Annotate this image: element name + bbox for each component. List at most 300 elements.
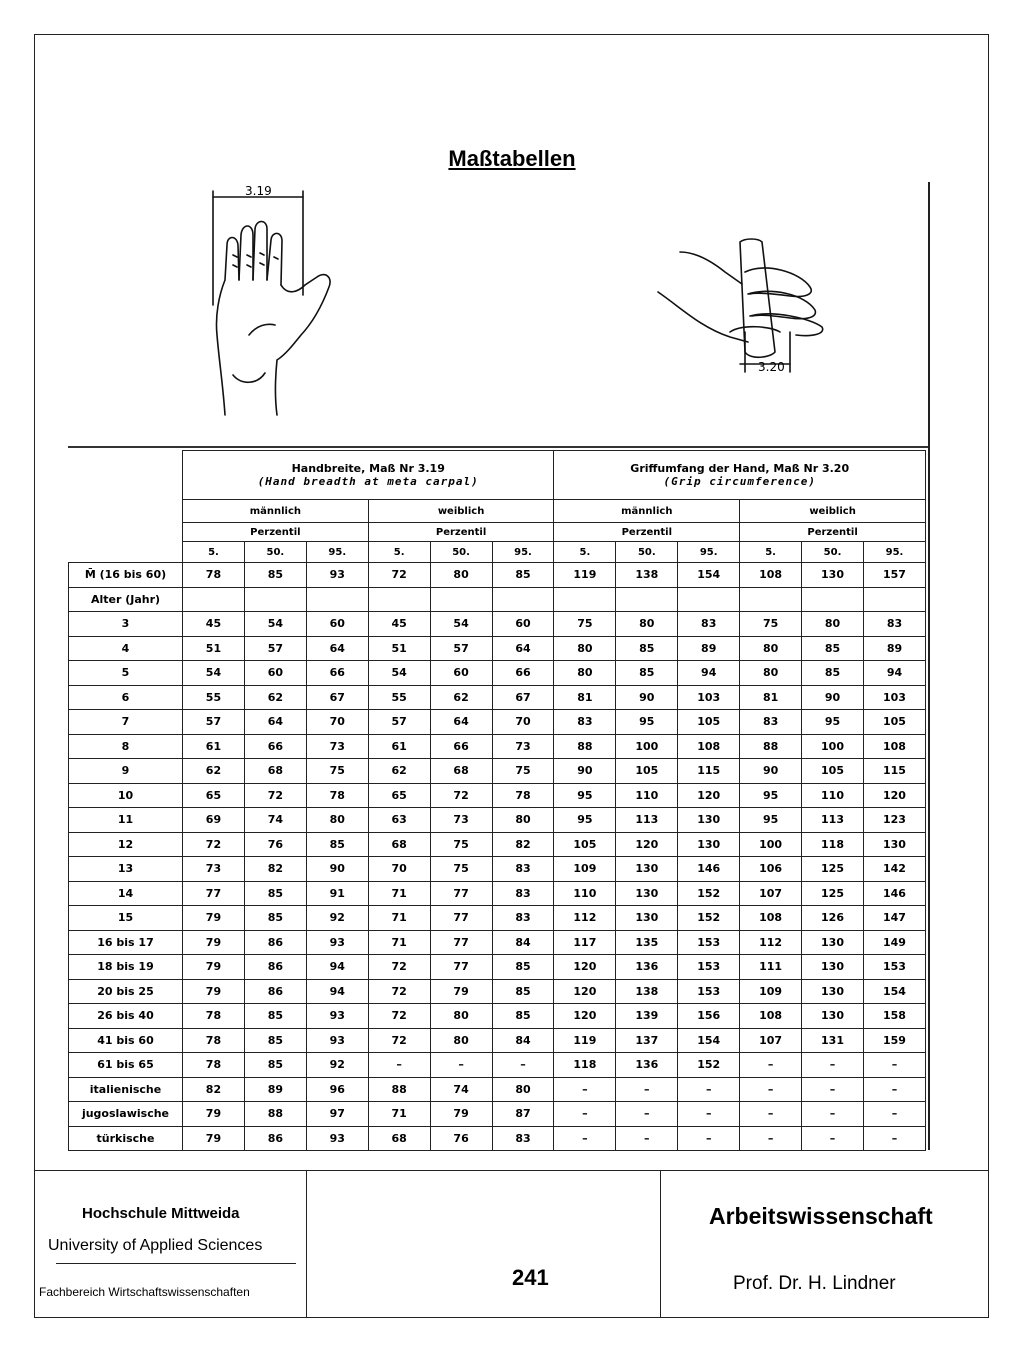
table-cell: 60 [492, 612, 554, 637]
table-cell: 89 [244, 1077, 306, 1102]
table-cell: 100 [616, 734, 678, 759]
row-label: Alter (Jahr) [69, 587, 183, 612]
table-cell: 125 [802, 881, 864, 906]
table-cell: 130 [678, 808, 740, 833]
table-cell: – [554, 1102, 616, 1127]
table-cell: 86 [244, 1126, 306, 1151]
table-cell: 54 [368, 661, 430, 686]
table-cell: 146 [678, 857, 740, 882]
table-cell: 75 [430, 857, 492, 882]
row-label: 14 [69, 881, 183, 906]
header-grip-subtitle: (Grip circumference) [663, 475, 816, 488]
table-cell: 108 [740, 1004, 802, 1029]
table-cell: – [740, 1102, 802, 1127]
header-perzentil-4: Perzentil [740, 523, 926, 542]
table-cell: 94 [863, 661, 925, 686]
table-cell: 103 [863, 685, 925, 710]
table-cell: 100 [802, 734, 864, 759]
table-cell: 54 [244, 612, 306, 637]
table-cell: 71 [368, 1102, 430, 1127]
table-cell: 80 [554, 661, 616, 686]
table-cell: 83 [492, 857, 554, 882]
table-cell: 77 [183, 881, 245, 906]
table-cell: – [678, 1077, 740, 1102]
table-cell: 95 [554, 783, 616, 808]
table-cell: 77 [430, 955, 492, 980]
row-label: 12 [69, 832, 183, 857]
table-cell: 72 [368, 563, 430, 588]
row-label: M̄ (16 bis 60) [69, 563, 183, 588]
table-cell: 78 [306, 783, 368, 808]
header-hand-breadth [183, 451, 554, 500]
table-cell: 73 [492, 734, 554, 759]
table-row [69, 661, 926, 686]
table-cell: 57 [183, 710, 245, 735]
table-cell: 85 [492, 1004, 554, 1029]
measurement-table [68, 450, 926, 1151]
table-cell: 105 [678, 710, 740, 735]
table-cell: 77 [430, 906, 492, 931]
table-cell: – [554, 1077, 616, 1102]
table-row [69, 685, 926, 710]
professor-name: Prof. Dr. H. Lindner [733, 1273, 896, 1294]
pct-95: 95. [678, 542, 740, 563]
table-cell: 117 [554, 930, 616, 955]
row-label: 11 [69, 808, 183, 833]
row-label: 15 [69, 906, 183, 931]
table-cell: 71 [368, 930, 430, 955]
hand-breadth-illustration [205, 185, 355, 420]
table-cell: 135 [616, 930, 678, 955]
row-label: italienische [69, 1077, 183, 1102]
table-cell: 78 [183, 563, 245, 588]
header-perzentil-1: Perzentil [183, 523, 369, 542]
table-cell: 105 [802, 759, 864, 784]
table-cell: 80 [492, 1077, 554, 1102]
table-row [69, 1004, 926, 1029]
table-cell: 86 [244, 979, 306, 1004]
table-cell: 96 [306, 1077, 368, 1102]
table-cell: 80 [740, 636, 802, 661]
pct-95: 95. [863, 542, 925, 563]
table-cell: 55 [183, 685, 245, 710]
table-cell: 85 [492, 955, 554, 980]
table-cell: 93 [306, 563, 368, 588]
page-title: Maßtabellen [448, 146, 576, 171]
table-cell: 72 [183, 832, 245, 857]
table-cell: 110 [616, 783, 678, 808]
table-cell: 78 [183, 1053, 245, 1078]
table-cell: 85 [492, 563, 554, 588]
header-female-2: weiblich [740, 500, 926, 523]
table-cell: 83 [492, 881, 554, 906]
table-row [69, 906, 926, 931]
table-cell: 90 [306, 857, 368, 882]
table-cell: 79 [183, 979, 245, 1004]
table-cell: 80 [492, 808, 554, 833]
table-cell: 95 [802, 710, 864, 735]
header-female-1: weiblich [368, 500, 554, 523]
table-cell: 83 [554, 710, 616, 735]
table-cell: 153 [863, 955, 925, 980]
table-cell: 112 [554, 906, 616, 931]
table-cell: – [678, 1102, 740, 1127]
table-cell: 72 [368, 979, 430, 1004]
table-cell: 73 [183, 857, 245, 882]
table-cell: 79 [430, 979, 492, 1004]
table-cell: 82 [183, 1077, 245, 1102]
table-cell: 75 [740, 612, 802, 637]
table-row [69, 1077, 926, 1102]
table-cell: – [863, 1053, 925, 1078]
table-cell: 62 [430, 685, 492, 710]
table-cell: – [368, 1053, 430, 1078]
table-cell [740, 587, 802, 612]
table-cell: 152 [678, 1053, 740, 1078]
table-cell: 95 [740, 783, 802, 808]
table-cell: 85 [492, 979, 554, 1004]
table-cell: 82 [492, 832, 554, 857]
row-label: 61 bis 65 [69, 1053, 183, 1078]
table-cell: – [678, 1126, 740, 1151]
table-cell: 111 [740, 955, 802, 980]
table-cell: 64 [492, 636, 554, 661]
table-cell: 105 [554, 832, 616, 857]
header-male-1: männlich [183, 500, 369, 523]
table-cell: 60 [430, 661, 492, 686]
table-row [69, 808, 926, 833]
table-cell: 108 [740, 563, 802, 588]
table-cell: 68 [368, 1126, 430, 1151]
table-cell: – [616, 1102, 678, 1127]
table-cell: 57 [430, 636, 492, 661]
table-cell: 65 [183, 783, 245, 808]
table-cell: 108 [740, 906, 802, 931]
table-cell: 130 [802, 955, 864, 980]
table-cell: 63 [368, 808, 430, 833]
table-row [69, 612, 926, 637]
table-cell: 92 [306, 906, 368, 931]
table-cell: 62 [368, 759, 430, 784]
table-cell: 79 [183, 930, 245, 955]
table-cell: 70 [492, 710, 554, 735]
table-cell: 79 [183, 955, 245, 980]
table-cell: 109 [740, 979, 802, 1004]
table-row [69, 930, 926, 955]
row-label: 6 [69, 685, 183, 710]
table-cell: 131 [802, 1028, 864, 1053]
page-number: 241 [512, 1265, 549, 1290]
table-cell: 60 [306, 612, 368, 637]
table-row [69, 1126, 926, 1151]
table-cell: 119 [554, 1028, 616, 1053]
table-cell: – [492, 1053, 554, 1078]
table-row [69, 832, 926, 857]
table-row [69, 783, 926, 808]
table-cell: 123 [863, 808, 925, 833]
table-cell: 85 [244, 563, 306, 588]
table-cell: 118 [802, 832, 864, 857]
table-cell: 93 [306, 930, 368, 955]
table-cell: 94 [306, 955, 368, 980]
university-name: University of Applied Sciences [48, 1237, 263, 1254]
table-cell: 126 [802, 906, 864, 931]
table-cell: 107 [740, 881, 802, 906]
table-cell: 70 [368, 857, 430, 882]
table-cell: 79 [183, 1102, 245, 1127]
table-cell: 83 [492, 906, 554, 931]
table-cell: 136 [616, 955, 678, 980]
table-cell: – [740, 1126, 802, 1151]
table-cell: 159 [863, 1028, 925, 1053]
table-cell: 158 [863, 1004, 925, 1029]
table-cell: 94 [306, 979, 368, 1004]
table-cell: 85 [802, 661, 864, 686]
header-perzentil-3: Perzentil [554, 523, 740, 542]
table-cell: 85 [244, 1004, 306, 1029]
table-cell: 80 [306, 808, 368, 833]
table-cell: 130 [616, 881, 678, 906]
table-cell: 67 [492, 685, 554, 710]
table-cell: 120 [554, 955, 616, 980]
row-label: 9 [69, 759, 183, 784]
table-cell: 67 [306, 685, 368, 710]
table-cell: 112 [740, 930, 802, 955]
table-cell: 113 [802, 808, 864, 833]
table-cell: 51 [368, 636, 430, 661]
table-cell: 64 [306, 636, 368, 661]
table-cell: – [863, 1102, 925, 1127]
table-cell: 93 [306, 1126, 368, 1151]
table-cell: 130 [863, 832, 925, 857]
table-cell: 156 [678, 1004, 740, 1029]
pct-5: 5. [368, 542, 430, 563]
table-cell: – [863, 1126, 925, 1151]
table-cell: 85 [616, 636, 678, 661]
table-cell: 79 [183, 1126, 245, 1151]
table-cell: 89 [678, 636, 740, 661]
table-cell: 130 [802, 930, 864, 955]
table-cell: 90 [554, 759, 616, 784]
table-cell: 142 [863, 857, 925, 882]
table-cell: 110 [554, 881, 616, 906]
school-name: Hochschule Mittweida [82, 1205, 240, 1222]
table-cell: 120 [678, 783, 740, 808]
table-row [69, 1028, 926, 1053]
table-cell [430, 587, 492, 612]
table-cell: 152 [678, 881, 740, 906]
table-cell: 147 [863, 906, 925, 931]
table-cell: 137 [616, 1028, 678, 1053]
pct-50: 50. [802, 542, 864, 563]
table-cell: 82 [244, 857, 306, 882]
hand-breadth-label: 3.19 [245, 185, 272, 198]
table-cell: 119 [554, 563, 616, 588]
table-cell: 97 [306, 1102, 368, 1127]
table-cell: 72 [430, 783, 492, 808]
table-cell: 45 [183, 612, 245, 637]
table-cell: 79 [430, 1102, 492, 1127]
table-cell: 108 [863, 734, 925, 759]
table-cell: 120 [554, 979, 616, 1004]
table-cell: 95 [554, 808, 616, 833]
table-cell: 70 [306, 710, 368, 735]
table-cell: 78 [183, 1028, 245, 1053]
table-cell: 54 [430, 612, 492, 637]
table-cell: 72 [368, 1028, 430, 1053]
table-row [69, 857, 926, 882]
table-cell: 93 [306, 1004, 368, 1029]
table-cell: 85 [244, 1053, 306, 1078]
row-label: 10 [69, 783, 183, 808]
table-cell: 75 [492, 759, 554, 784]
footer-subject [660, 1171, 990, 1318]
table-cell: 62 [183, 759, 245, 784]
table-cell: 69 [183, 808, 245, 833]
table-row [69, 563, 926, 588]
table-cell: 68 [244, 759, 306, 784]
pct-95: 95. [306, 542, 368, 563]
table-cell: 95 [740, 808, 802, 833]
pct-5: 5. [740, 542, 802, 563]
table-cell: 77 [430, 881, 492, 906]
university-underline [56, 1263, 296, 1264]
table-cell: 90 [802, 685, 864, 710]
table-cell: 89 [863, 636, 925, 661]
table-cell: 45 [368, 612, 430, 637]
table-cell: 73 [306, 734, 368, 759]
table-cell: 64 [430, 710, 492, 735]
pct-50: 50. [616, 542, 678, 563]
row-label: 16 bis 17 [69, 930, 183, 955]
table-cell: 138 [616, 563, 678, 588]
table-cell: 130 [802, 563, 864, 588]
table-cell: 107 [740, 1028, 802, 1053]
table-cell: 105 [863, 710, 925, 735]
row-label: 3 [69, 612, 183, 637]
row-label: türkische [69, 1126, 183, 1151]
table-cell: 115 [678, 759, 740, 784]
table-cell: 54 [183, 661, 245, 686]
row-label: 18 bis 19 [69, 955, 183, 980]
table-cell: 91 [306, 881, 368, 906]
pct-50: 50. [244, 542, 306, 563]
table-cell: 51 [183, 636, 245, 661]
table-cell: 90 [740, 759, 802, 784]
table-cell: 80 [430, 1004, 492, 1029]
table-body [69, 563, 926, 1151]
table-cell: 73 [430, 808, 492, 833]
table-cell: 83 [492, 1126, 554, 1151]
row-label: jugoslawische [69, 1102, 183, 1127]
table-cell: 109 [554, 857, 616, 882]
table-cell: 130 [678, 832, 740, 857]
table-cell: 120 [554, 1004, 616, 1029]
table-cell: – [802, 1126, 864, 1151]
table-cell: 118 [554, 1053, 616, 1078]
header-hand-breadth-title: Handbreite, Maß Nr 3.19 [291, 462, 445, 475]
table-cell: – [802, 1077, 864, 1102]
table-cell: 71 [368, 881, 430, 906]
table-cell: 68 [368, 832, 430, 857]
table-corner [69, 451, 183, 563]
table-cell: 153 [678, 955, 740, 980]
table-row [69, 955, 926, 980]
table-cell: 75 [554, 612, 616, 637]
table-cell [244, 587, 306, 612]
row-label: 8 [69, 734, 183, 759]
table-cell: 81 [554, 685, 616, 710]
table-cell [616, 587, 678, 612]
table-cell: – [430, 1053, 492, 1078]
grip-label: 3.20 [758, 360, 785, 374]
table-row [69, 759, 926, 784]
table-row [69, 1053, 926, 1078]
table-cell: 66 [430, 734, 492, 759]
table-cell: 138 [616, 979, 678, 1004]
table-cell: – [616, 1077, 678, 1102]
table-cell: 86 [244, 930, 306, 955]
table-cell: 136 [616, 1053, 678, 1078]
table-cell: 80 [616, 612, 678, 637]
table-cell: 85 [616, 661, 678, 686]
table-cell: 95 [616, 710, 678, 735]
pct-5: 5. [183, 542, 245, 563]
row-label: 13 [69, 857, 183, 882]
table-cell: 78 [183, 1004, 245, 1029]
department-name: Fachbereich Wirtschaftswissenschaften [39, 1285, 250, 1299]
pct-50: 50. [430, 542, 492, 563]
table-cell: 65 [368, 783, 430, 808]
table-cell: 115 [863, 759, 925, 784]
table-cell: – [740, 1077, 802, 1102]
table-cell: 153 [678, 930, 740, 955]
table-cell: 57 [244, 636, 306, 661]
table-cell: 66 [306, 661, 368, 686]
table-cell: 113 [616, 808, 678, 833]
header-perzentil-2: Perzentil [368, 523, 554, 542]
table-cell: 83 [740, 710, 802, 735]
table-cell: 130 [802, 1004, 864, 1029]
header-hand-breadth-subtitle: (Hand breadth at meta carpal) [257, 475, 479, 488]
table-cell: 71 [368, 906, 430, 931]
table-cell [368, 587, 430, 612]
table-cell: 125 [802, 857, 864, 882]
table-cell [802, 587, 864, 612]
table-cell [554, 587, 616, 612]
table-cell: 74 [244, 808, 306, 833]
table-cell: 83 [863, 612, 925, 637]
scan-edge-line [928, 182, 930, 1150]
table-cell: 85 [244, 906, 306, 931]
table-cell: 72 [368, 1004, 430, 1029]
table-cell: 100 [740, 832, 802, 857]
header-grip [554, 451, 926, 500]
table-cell: 62 [244, 685, 306, 710]
table-cell: 153 [678, 979, 740, 1004]
table-cell: 84 [492, 1028, 554, 1053]
table-cell: 66 [244, 734, 306, 759]
table-cell: 80 [430, 1028, 492, 1053]
table-cell: 88 [740, 734, 802, 759]
table-cell: 74 [430, 1077, 492, 1102]
table-cell: 86 [244, 955, 306, 980]
row-label: 7 [69, 710, 183, 735]
row-label: 41 bis 60 [69, 1028, 183, 1053]
table-cell: 130 [616, 906, 678, 931]
table-cell: 157 [863, 563, 925, 588]
table-cell [492, 587, 554, 612]
